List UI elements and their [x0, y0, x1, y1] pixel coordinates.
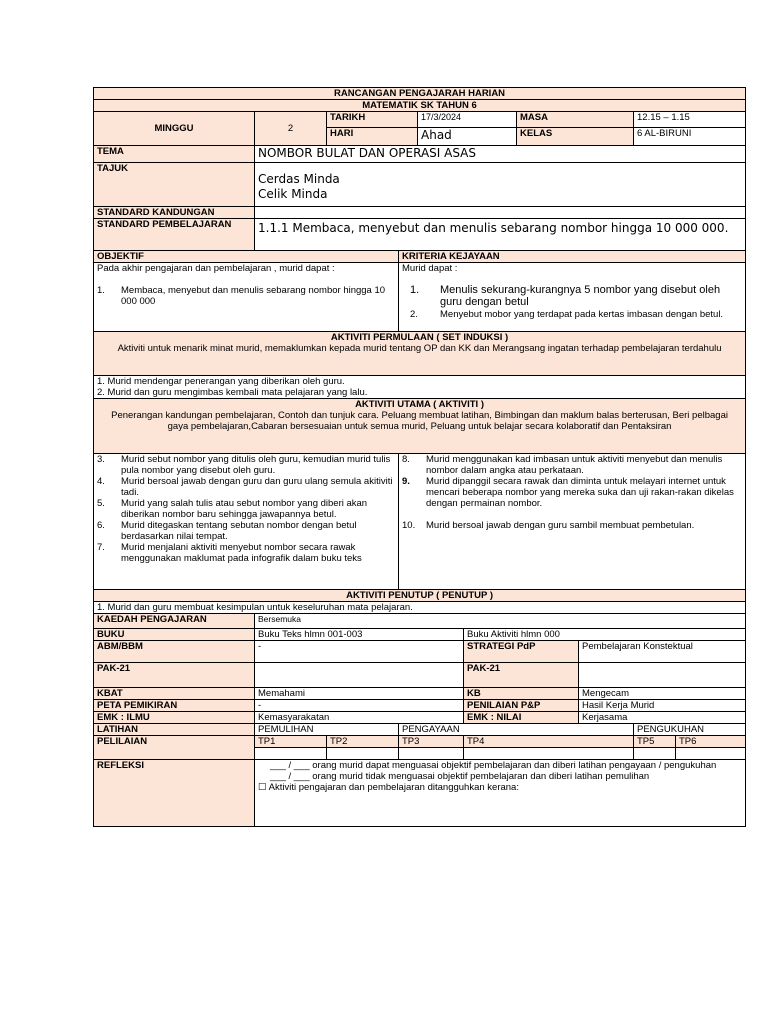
objektif-content	[94, 263, 399, 332]
list-text: Murid menjalani aktiviti menyebut nombor secara rawak menggunakan maklumat pada infografik dalam buku teks	[121, 542, 362, 564]
pak21-label: PAK-21	[94, 663, 255, 688]
list-number: 7.	[97, 542, 105, 553]
document-subtitle: MATEMATIK SK TAHUN 6	[94, 100, 746, 112]
kb-label: KB	[464, 688, 579, 700]
list-text: Murid yang salah tulis atau sebut nombor yang diberi akan diberikan nombor baru sehingga jawapannya betul.	[121, 498, 368, 520]
utama-desc: Penerangan kandungan pembelajaran, Contoh dan tunjuk cara. Peluang membuat latihan, Bimbingan dan maklum balas berterusan, Beri pelbagai gaya pembelajaran,Cabaran bersesuaian untuk semua murid, Peluang untuk belajar secara kolaboratif dan Pentaksiran	[111, 410, 728, 432]
list-text: Murid sebut nombor yang ditulis oleh guru, kemudian murid tulis pula nombor yang disebut oleh guru.	[121, 454, 391, 476]
list-number: 9.	[402, 476, 410, 487]
refleksi-line-3: ☐ Aktiviti pengajaran dan pembelajaran ditangguhkan kerana:	[258, 782, 519, 793]
utama-section	[94, 399, 746, 454]
peta-label: PETA PEMIKIRAN	[94, 700, 255, 712]
kriteria-list	[402, 284, 742, 320]
pelilaian-label: PELILAIAN	[94, 736, 255, 760]
utama-item	[97, 476, 395, 498]
permulaan-section	[94, 332, 746, 376]
utama-right-list	[402, 454, 742, 531]
list-number: 10.	[402, 520, 416, 531]
objektif-list	[97, 285, 395, 307]
kelas-value: 6 AL-BIRUNI	[634, 128, 746, 146]
permulaan-desc: Aktiviti untuk menarik minat murid, memaklumkan kepada murid tentang OP dan KK dan Merangsang ingatan terhadap pembelajaran terdahulu	[117, 343, 722, 354]
kriteria-content	[399, 263, 746, 332]
tp-cell: TP3	[399, 736, 464, 748]
tp-score	[634, 748, 676, 760]
refleksi-line-1: ___ / ___ orang murid dapat menguasai objektif pembelajaran dan diberi latihan pengayaan / pengukuhan	[270, 760, 717, 771]
permulaan-step: 2. Murid dan guru mengimbas kembali mata pelajaran yang lalu.	[97, 387, 368, 398]
kb-value: Mengecam	[579, 688, 746, 700]
list-number: 5.	[97, 498, 105, 509]
tp-score	[464, 748, 634, 760]
standard-kandungan-value	[255, 207, 746, 219]
emk-ilmu-value: Kemasyarakatan	[255, 712, 464, 724]
emk-nilai-label: EMK : NILAI	[464, 712, 579, 724]
standard-kandungan-label: STANDARD KANDUNGAN	[94, 207, 255, 219]
pak21-value	[255, 663, 464, 688]
lesson-plan-table	[93, 87, 746, 827]
minggu-value: 2	[255, 112, 327, 146]
tajuk-value	[255, 163, 746, 207]
tp-cell: TP1	[255, 736, 327, 748]
objektif-intro: Pada akhir pengajaran dan pembelajaran , murid dapat :	[97, 263, 335, 274]
emk-nilai-value: Kerjasama	[579, 712, 746, 724]
abm-value: -	[255, 641, 464, 663]
list-number: 6.	[97, 520, 105, 531]
peta-value: -	[255, 700, 464, 712]
tp-score	[399, 748, 464, 760]
list-text: Murid bersoal jawab dengan guru sambil membuat pembetulan.	[426, 520, 695, 531]
list-text: Murid dipanggil secara rawak dan diminta untuk melayari internet untuk mencari beberapa nombor yang mereka suka dan uji rakan-rakan dikelas dengan permainan nombor.	[426, 476, 734, 509]
document-title: RANCANGAN PENGAJARAH HARIAN	[94, 88, 746, 100]
strategi-label: STRATEGI PdP	[464, 641, 579, 663]
pak21-label-2: PAK-21	[464, 663, 579, 688]
tarikh-value: 17/3/2024	[418, 112, 517, 128]
penutup-title: AKTIVITI PENUTUP ( PENUTUP )	[94, 590, 746, 602]
list-text: Murid menggunakan kad imbasan untuk aktiviti menyebut dan menulis nombor dalam angka atau perkataan.	[426, 454, 723, 476]
kbat-label: KBAT	[94, 688, 255, 700]
utama-right-column	[399, 454, 746, 590]
minggu-label: MINGGU	[94, 112, 255, 146]
hari-value: Ahad	[418, 128, 517, 146]
masa-label: MASA	[517, 112, 634, 128]
buku-value-2: Buku Aktiviti hlmn 000	[464, 629, 746, 641]
lesson-plan-document	[93, 87, 734, 827]
tp-cell: TP4	[464, 736, 634, 748]
list-text: Murid ditegaskan tentang sebutan nombor dengan betul berdasarkan nilai tempat.	[121, 520, 357, 542]
buku-label: BUKU	[94, 629, 255, 641]
latihan-label: LATIHAN	[94, 724, 255, 736]
latihan-pemulihan: PEMULIHAN	[255, 724, 399, 736]
permulaan-title: AKTIVITI PERMULAAN ( SET INDUKSI )	[330, 332, 509, 343]
permulaan-steps	[94, 376, 746, 399]
refleksi-line-2: ___ / ___ orang murid tidak menguasai objektif pembelajaran dan diberi latihan pemulihan	[270, 771, 650, 782]
utama-item	[97, 520, 395, 542]
tp-score	[676, 748, 746, 760]
tp-cell: TP5	[634, 736, 676, 748]
emk-ilmu-label: EMK : ILMU	[94, 712, 255, 724]
refleksi-label: REFLEKSI	[94, 760, 255, 827]
kaedah-label: KAEDAH PENGAJARAN	[94, 614, 255, 629]
tp-score	[327, 748, 399, 760]
latihan-pengukuhan: PENGUKUHAN	[634, 724, 746, 736]
penilaian-value: Hasil Kerja Murid	[579, 700, 746, 712]
utama-item	[97, 498, 395, 520]
tp-cell: TP2	[327, 736, 399, 748]
kriteria-intro: Murid dapat :	[402, 263, 458, 274]
tarikh-label: TARIKH	[327, 112, 418, 128]
list-text: Murid bersoal jawab dengan guru dan guru ulang semula akitiviti tadi.	[121, 476, 393, 498]
utama-title: AKTIVITI UTAMA ( AKTIVITI )	[355, 399, 484, 410]
list-number: 8.	[402, 454, 410, 465]
utama-left-column	[94, 454, 399, 590]
strategi-value: Pembelajaran Konstektual	[579, 641, 746, 663]
kbat-value: Memahami	[255, 688, 464, 700]
utama-left-list	[97, 454, 395, 564]
kelas-label: KELAS	[517, 128, 634, 146]
utama-item	[402, 476, 742, 509]
hari-label: HARI	[327, 128, 418, 146]
list-number: 3.	[97, 454, 105, 465]
objektif-label: OBJEKTIF	[94, 251, 399, 263]
kriteria-label: KRITERIA KEJAYAAN	[399, 251, 746, 263]
masa-value: 12.15 – 1.15	[634, 112, 746, 128]
utama-item	[97, 542, 395, 564]
permulaan-step: 1. Murid mendengar penerangan yang diberikan oleh guru.	[97, 376, 345, 387]
penilaian-label: PENILAIAN P&P	[464, 700, 579, 712]
utama-item	[402, 520, 742, 531]
list-number: 1.	[97, 285, 105, 296]
list-text: Membaca, menyebut dan menulis sebarang nombor hingga 10 000 000	[121, 285, 386, 307]
tp-cell: TP6	[676, 736, 746, 748]
buku-value-1: Buku Teks hlmn 001-003	[255, 629, 464, 641]
tema-value: NOMBOR BULAT DAN OPERASI ASAS	[255, 146, 746, 163]
refleksi-content	[255, 760, 746, 827]
list-number: 4.	[97, 476, 105, 487]
tp-score	[255, 748, 327, 760]
tema-label: TEMA	[94, 146, 255, 163]
pak21-value-2	[579, 663, 746, 688]
kaedah-value: Bersemuka	[255, 614, 746, 629]
utama-item	[97, 454, 395, 476]
tajuk-line-1: Cerdas Minda	[258, 172, 340, 186]
utama-item	[402, 454, 742, 476]
objektif-item	[97, 285, 395, 307]
standard-pembelajaran-value: 1.1.1 Membaca, menyebut dan menulis sebarang nombor hingga 10 000 000.	[255, 219, 746, 251]
abm-label: ABM/BBM	[94, 641, 255, 663]
kriteria-item: 1. Menulis sekurang-kurangnya 5 nombor yang disebut oleh guru dengan betul	[410, 284, 721, 308]
tajuk-label: TAJUK	[94, 163, 255, 207]
tajuk-line-2: Celik Minda	[258, 187, 328, 201]
latihan-pengayaan: PENGAYAAN	[399, 724, 634, 736]
penutup-step: 1. Murid dan guru membuat kesimpulan untuk keseluruhan mata pelajaran.	[94, 602, 746, 614]
kriteria-item: 2. Menyebut mobor yang terdapat pada kertas imbasan dengan betul.	[410, 309, 724, 320]
standard-pembelajaran-label: STANDARD PEMBELAJARAN	[94, 219, 255, 251]
